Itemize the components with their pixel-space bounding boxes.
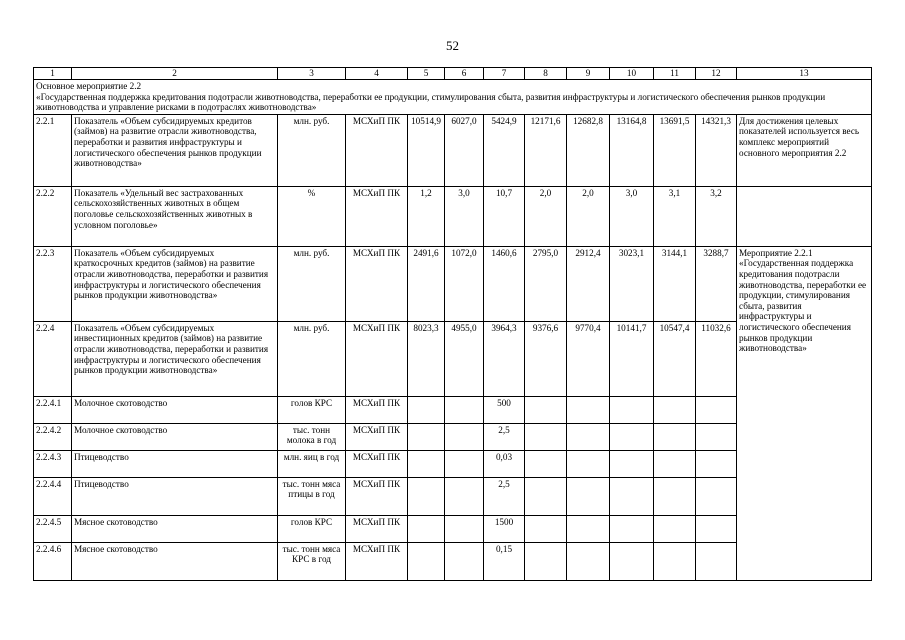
- value-cell: 500: [484, 396, 525, 423]
- column-header: 10: [610, 68, 654, 80]
- value-cell: 10,7: [484, 186, 525, 246]
- value-cell: 4955,0: [445, 321, 484, 396]
- value-cell: [696, 515, 737, 542]
- value-cell: 13691,5: [654, 114, 696, 186]
- value-cell: 3144,1: [654, 246, 696, 321]
- note-cell: Мероприятие 2.2.1 «Государственная поддержка кредитования подотрасли животноводства, переработки ее продукции, стимулирования сбыта, развития инфраструктуры и логистического обеспечения рынков продукции животноводства»: [737, 246, 872, 580]
- value-cell: 2912,4: [567, 246, 610, 321]
- value-cell: [696, 477, 737, 515]
- value-cell: [525, 542, 567, 580]
- row-number: 2.2.4.5: [34, 515, 72, 542]
- value-cell: [445, 515, 484, 542]
- indicator-name: Показатель «Объем субсидируемых кредитов (займов) на развитие отрасли животноводства, переработки и развития инфраструктуры и логистического обеспечения рынков продукции животноводства»: [72, 114, 278, 186]
- value-cell: [654, 515, 696, 542]
- unit-of-measure: млн. руб.: [278, 321, 346, 396]
- indicators-table: [33, 67, 872, 581]
- column-header: 4: [346, 68, 408, 80]
- column-header: 13: [737, 68, 872, 80]
- value-cell: [654, 450, 696, 477]
- indicator-name: Птицеводство: [72, 450, 278, 477]
- executor: МСХиП ПК: [346, 542, 408, 580]
- value-cell: [567, 542, 610, 580]
- row-number: 2.2.4.6: [34, 542, 72, 580]
- value-cell: [610, 477, 654, 515]
- table-row: [34, 186, 872, 246]
- column-header: 7: [484, 68, 525, 80]
- value-cell: 10514,9: [408, 114, 445, 186]
- row-number: 2.2.2: [34, 186, 72, 246]
- value-cell: [445, 423, 484, 450]
- page-number: 52: [446, 38, 459, 53]
- column-header: 1: [34, 68, 72, 80]
- value-cell: [696, 542, 737, 580]
- value-cell: 2,5: [484, 423, 525, 450]
- value-cell: [610, 396, 654, 423]
- value-cell: [654, 423, 696, 450]
- value-cell: [610, 542, 654, 580]
- row-number: 2.2.1: [34, 114, 72, 186]
- row-number: 2.2.4.4: [34, 477, 72, 515]
- value-cell: [445, 477, 484, 515]
- value-cell: 9770,4: [567, 321, 610, 396]
- column-header: 8: [525, 68, 567, 80]
- value-cell: [525, 423, 567, 450]
- value-cell: [525, 515, 567, 542]
- value-cell: [654, 477, 696, 515]
- value-cell: [525, 396, 567, 423]
- value-cell: 5424,9: [484, 114, 525, 186]
- row-number: 2.2.4: [34, 321, 72, 396]
- value-cell: [610, 450, 654, 477]
- executor: МСХиП ПК: [346, 321, 408, 396]
- unit-of-measure: голов КРС: [278, 396, 346, 423]
- unit-of-measure: млн. яиц в год: [278, 450, 346, 477]
- value-cell: [408, 396, 445, 423]
- column-header: 3: [278, 68, 346, 80]
- value-cell: 12682,8: [567, 114, 610, 186]
- value-cell: 0,15: [484, 542, 525, 580]
- executor: МСХиП ПК: [346, 450, 408, 477]
- column-number-row: [34, 68, 872, 80]
- value-cell: 2,0: [567, 186, 610, 246]
- unit-of-measure: млн. руб.: [278, 246, 346, 321]
- value-cell: [567, 423, 610, 450]
- indicator-name: Показатель «Удельный вес застрахованных сельскохозяйственных животных в общем поголовье сельскохозяйственных животных в условном поголовье»: [72, 186, 278, 246]
- section-description: «Государственная поддержка кредитования подотрасли животноводства, переработки ее продукции, стимулирования сбыта, развития инфраструктуры и логистического обеспечения рынков продукции животноводства и управление рисками в подотраслях животноводства»: [36, 91, 826, 113]
- executor: МСХиП ПК: [346, 515, 408, 542]
- value-cell: 11032,6: [696, 321, 737, 396]
- value-cell: 0,03: [484, 450, 525, 477]
- executor: МСХиП ПК: [346, 246, 408, 321]
- value-cell: 1500: [484, 515, 525, 542]
- value-cell: [696, 450, 737, 477]
- indicator-name: Мясное скотоводство: [72, 542, 278, 580]
- value-cell: [445, 396, 484, 423]
- value-cell: 1072,0: [445, 246, 484, 321]
- value-cell: [567, 450, 610, 477]
- value-cell: 2491,6: [408, 246, 445, 321]
- table-row: [34, 246, 872, 321]
- section-row: [34, 80, 872, 115]
- table-row: [34, 114, 872, 186]
- value-cell: [654, 396, 696, 423]
- unit-of-measure: тыс. тонн мяса КРС в год: [278, 542, 346, 580]
- row-number: 2.2.4.2: [34, 423, 72, 450]
- value-cell: 2,0: [525, 186, 567, 246]
- unit-of-measure: %: [278, 186, 346, 246]
- value-cell: [408, 542, 445, 580]
- value-cell: 3,1: [654, 186, 696, 246]
- value-cell: 2795,0: [525, 246, 567, 321]
- value-cell: [610, 423, 654, 450]
- value-cell: [445, 542, 484, 580]
- indicator-name: Молочное скотоводство: [72, 423, 278, 450]
- value-cell: 3,0: [445, 186, 484, 246]
- value-cell: 6027,0: [445, 114, 484, 186]
- value-cell: 3964,3: [484, 321, 525, 396]
- value-cell: 10547,4: [654, 321, 696, 396]
- executor: МСХиП ПК: [346, 423, 408, 450]
- section-title: Основное мероприятие 2.2: [36, 81, 142, 91]
- value-cell: [525, 450, 567, 477]
- column-header: 5: [408, 68, 445, 80]
- value-cell: 1,2: [408, 186, 445, 246]
- value-cell: 13164,8: [610, 114, 654, 186]
- column-header: 9: [567, 68, 610, 80]
- unit-of-measure: тыс. тонн мяса птицы в год: [278, 477, 346, 515]
- column-header: 12: [696, 68, 737, 80]
- value-cell: 9376,6: [525, 321, 567, 396]
- row-number: 2.2.4.3: [34, 450, 72, 477]
- executor: МСХиП ПК: [346, 114, 408, 186]
- unit-of-measure: голов КРС: [278, 515, 346, 542]
- value-cell: 3288,7: [696, 246, 737, 321]
- value-cell: [696, 423, 737, 450]
- value-cell: [408, 423, 445, 450]
- unit-of-measure: тыс. тонн молока в год: [278, 423, 346, 450]
- indicator-name: Птицеводство: [72, 477, 278, 515]
- value-cell: 12171,6: [525, 114, 567, 186]
- value-cell: [408, 477, 445, 515]
- indicator-name: Молочное скотоводство: [72, 396, 278, 423]
- column-header: 2: [72, 68, 278, 80]
- row-number: 2.2.3: [34, 246, 72, 321]
- value-cell: [610, 515, 654, 542]
- indicator-name: Мясное скотоводство: [72, 515, 278, 542]
- value-cell: [408, 515, 445, 542]
- column-header: 11: [654, 68, 696, 80]
- value-cell: [408, 450, 445, 477]
- table-body: [34, 68, 872, 581]
- value-cell: [445, 450, 484, 477]
- column-header: 6: [445, 68, 484, 80]
- row-number: 2.2.4.1: [34, 396, 72, 423]
- value-cell: 3,2: [696, 186, 737, 246]
- executor: МСХиП ПК: [346, 396, 408, 423]
- unit-of-measure: млн. руб.: [278, 114, 346, 186]
- value-cell: 1460,6: [484, 246, 525, 321]
- value-cell: [525, 477, 567, 515]
- value-cell: [654, 542, 696, 580]
- section-heading: [34, 80, 872, 115]
- value-cell: 2,5: [484, 477, 525, 515]
- value-cell: 3,0: [610, 186, 654, 246]
- value-cell: 8023,3: [408, 321, 445, 396]
- indicator-name: Показатель «Объем субсидируемых инвестиционных кредитов (займов) на развитие отрасли животноводства, переработки и развития инфраструктуры и логистического обеспечения рынков продукции животноводства»: [72, 321, 278, 396]
- value-cell: 10141,7: [610, 321, 654, 396]
- executor: МСХиП ПК: [346, 477, 408, 515]
- executor: МСХиП ПК: [346, 186, 408, 246]
- note-cell: [737, 186, 872, 246]
- value-cell: [567, 515, 610, 542]
- indicator-name: Показатель «Объем субсидируемых краткосрочных кредитов (займов) на развитие отрасли животноводства, переработки и развития инфраструктуры и логистического обеспечения рынков продукции животноводства»: [72, 246, 278, 321]
- value-cell: 3023,1: [610, 246, 654, 321]
- value-cell: [567, 396, 610, 423]
- note-cell: Для достижения целевых показателей используется весь комплекс мероприятий основного мероприятия 2.2: [737, 114, 872, 186]
- value-cell: [567, 477, 610, 515]
- value-cell: 14321,3: [696, 114, 737, 186]
- value-cell: [696, 396, 737, 423]
